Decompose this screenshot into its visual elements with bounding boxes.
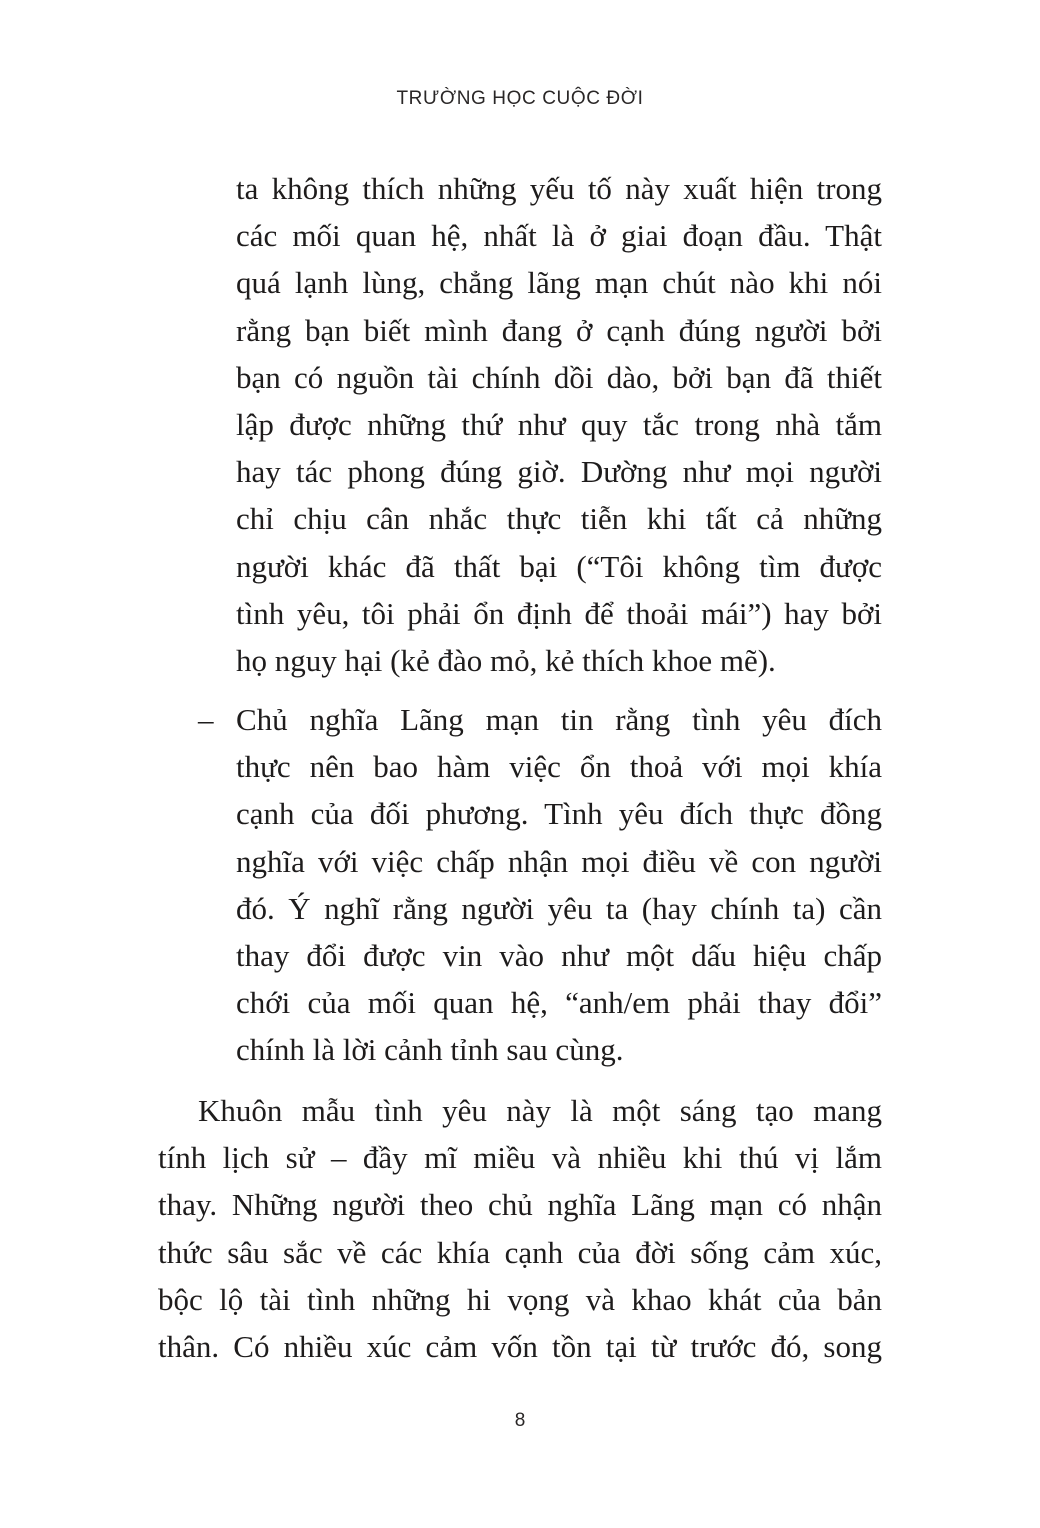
text-line: các mối quan hệ, nhất là ở giai đoạn đầu. Thật [236, 218, 882, 254]
text-line: Chủ nghĩa Lãng mạn tin rằng tình yêu đích [236, 702, 882, 737]
text-line: người khác đã thất bại (“Tôi không tìm được [236, 548, 882, 584]
page-number: 8 [514, 1410, 526, 1431]
continuation-paragraph [158, 165, 882, 684]
text-line: tính lịch sử – đầy mĩ miều và nhiều khi thú vị lắm [158, 1140, 882, 1176]
text-line: tình yêu, tôi phải ổn định để thoải mái”) hay bởi [236, 595, 882, 631]
text-line: thân. Có nhiều xúc cảm vốn tồn tại từ trước đó, song [158, 1328, 882, 1364]
running-header-title: TRƯỜNG HỌC CUỘC ĐỜI [396, 88, 644, 109]
text-line: chới của mối quan hệ, “anh/em phải thay đổi” [236, 985, 882, 1021]
text-line: bạn có nguồn tài chính dồi dào, bởi bạn đã thiết [236, 359, 882, 395]
text-line: rằng bạn biết mình đang ở cạnh đúng người bởi [236, 312, 882, 348]
text-line: thức sâu sắc về các khía cạnh của đời sống cảm xúc, [158, 1234, 882, 1270]
bullet-text [158, 696, 882, 1074]
text-line: Khuôn mẫu tình yêu này là một sáng tạo mang [198, 1093, 882, 1128]
text-line: nghĩa với việc chấp nhận mọi điều về con người [236, 843, 882, 879]
text-line: chính là lời cảnh tỉnh sau cùng. [236, 1032, 624, 1068]
text-line: lập được những thứ như quy tắc trong nhà tắm [236, 406, 882, 442]
bullet-dash-marker: – [198, 702, 214, 737]
text-line: bộc lộ tài tình những hi vọng và khao khát của bản [158, 1281, 882, 1317]
text-line: ta không thích những yếu tố này xuất hiện trong [236, 171, 882, 206]
text-line: quá lạnh lùng, chẳng lãng mạn chút nào khi nói [236, 265, 882, 301]
text-line: cạnh của đối phương. Tình yêu đích thực đồng [236, 796, 882, 832]
text-line: chỉ chịu cân nhắc thực tiễn khi tất cả những [236, 501, 882, 537]
body-paragraph [158, 1087, 882, 1370]
bullet-item [158, 696, 882, 1074]
text-line: thay đổi được vin vào như một dấu hiệu chấp [236, 937, 882, 973]
text-line: hay tác phong đúng giờ. Dường như mọi người [236, 454, 882, 490]
text-line: đó. Ý nghĩ rằng người yêu ta (hay chính ta) cần [236, 890, 882, 926]
text-line: thực nên bao hàm việc ổn thoả với mọi khía [236, 749, 882, 785]
text-line: thay. Những người theo chủ nghĩa Lãng mạn có nhận [158, 1187, 882, 1223]
text-line: họ nguy hại (kẻ đào mỏ, kẻ thích khoe mẽ). [236, 642, 776, 678]
